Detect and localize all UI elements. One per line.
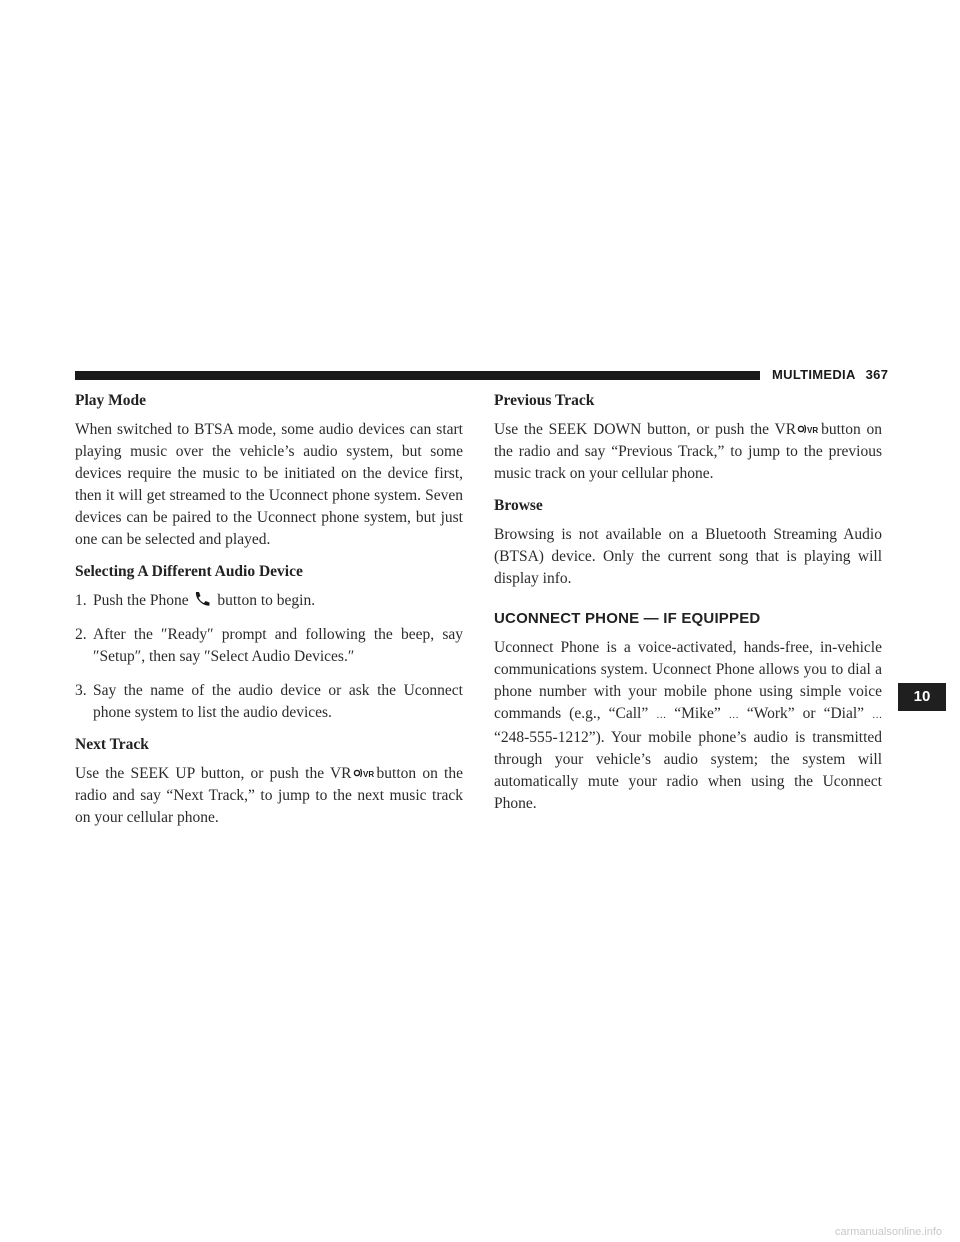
step-number: 2. [75, 626, 87, 643]
ellipsis: … [656, 710, 667, 721]
voice-recognition-icon [353, 766, 375, 780]
paragraph-play-mode: When switched to BTSA mode, some audio devices can start playing music over the vehicle’s audio system, but some devices require the music to be initiated on the device first, then it will get streamed to the Uconnect phone system. Seven devices can be paired to the Uconnect phone system, but just one can be selected and played. [75, 421, 463, 548]
left-column [75, 392, 463, 841]
ellipsis: … [872, 710, 883, 721]
section-title: MULTIMEDIA [772, 367, 856, 382]
step-text: Push the Phone [93, 592, 189, 609]
voice-recognition-icon [797, 422, 819, 436]
step-2 [75, 624, 463, 668]
step-3 [75, 680, 463, 724]
step-text: After the ″Ready″ prompt and following the beep, say ″Setup″, then say ″Select Audio Devices.″ [93, 626, 463, 665]
watermark: carmanualsonline.info [834, 1226, 942, 1238]
step-1 [75, 590, 463, 612]
heading-play-mode: Play Mode [75, 392, 147, 409]
ellipsis: … [728, 710, 739, 721]
paragraph-next-track: Use the SEEK UP button, or push the VR VR button on the radio and say “Next Track,” to jump to the next music track on your cellular phone. [75, 765, 463, 826]
step-text: Say the name of the audio device or ask the Uconnect phone system to list the audio devices. [93, 682, 463, 721]
heading-next-track: Next Track [75, 736, 149, 753]
heading-uconnect-phone: UCONNECT PHONE — IF EQUIPPED [494, 610, 761, 627]
step-number: 3. [75, 682, 87, 699]
running-header [772, 367, 892, 385]
heading-previous-track: Previous Track [494, 392, 595, 409]
step-text: button to begin. [217, 592, 316, 609]
step-number: 1. [75, 592, 87, 609]
page-number: 367 [865, 367, 889, 382]
svg-text:VR: VR [807, 426, 819, 435]
chapter-tab: 10 [898, 683, 946, 711]
paragraph-previous-track: Use the SEEK DOWN button, or push the VR VR button on the radio and say “Previous Track,” to jump to the previous music track on your cellular phone. [494, 421, 882, 482]
paragraph-browse: Browsing is not available on a Bluetooth Streaming Audio (BTSA) device. Only the current song that is playing will display info. [494, 526, 882, 587]
svg-text:VR: VR [362, 770, 374, 779]
phone-icon [193, 591, 211, 607]
heading-selecting-device: Selecting A Different Audio Device [75, 563, 303, 580]
header-rule [75, 371, 760, 380]
paragraph-uconnect-phone: Uconnect Phone is a voice-activated, hands-free, in-vehicle communications system. Uconnect Phone allows you to dial a phone number with your mobile phone using simple voice commands (e.g., “Call” … “Mike” … “Work” or “Dial” … “248-555-1212”). Your mobile phone’s audio is transmitted through your vehicle’s audio system; the system will automatically mute your radio when using the Uconnect Phone. [494, 639, 883, 812]
right-column [494, 392, 882, 827]
heading-browse: Browse [494, 497, 543, 514]
